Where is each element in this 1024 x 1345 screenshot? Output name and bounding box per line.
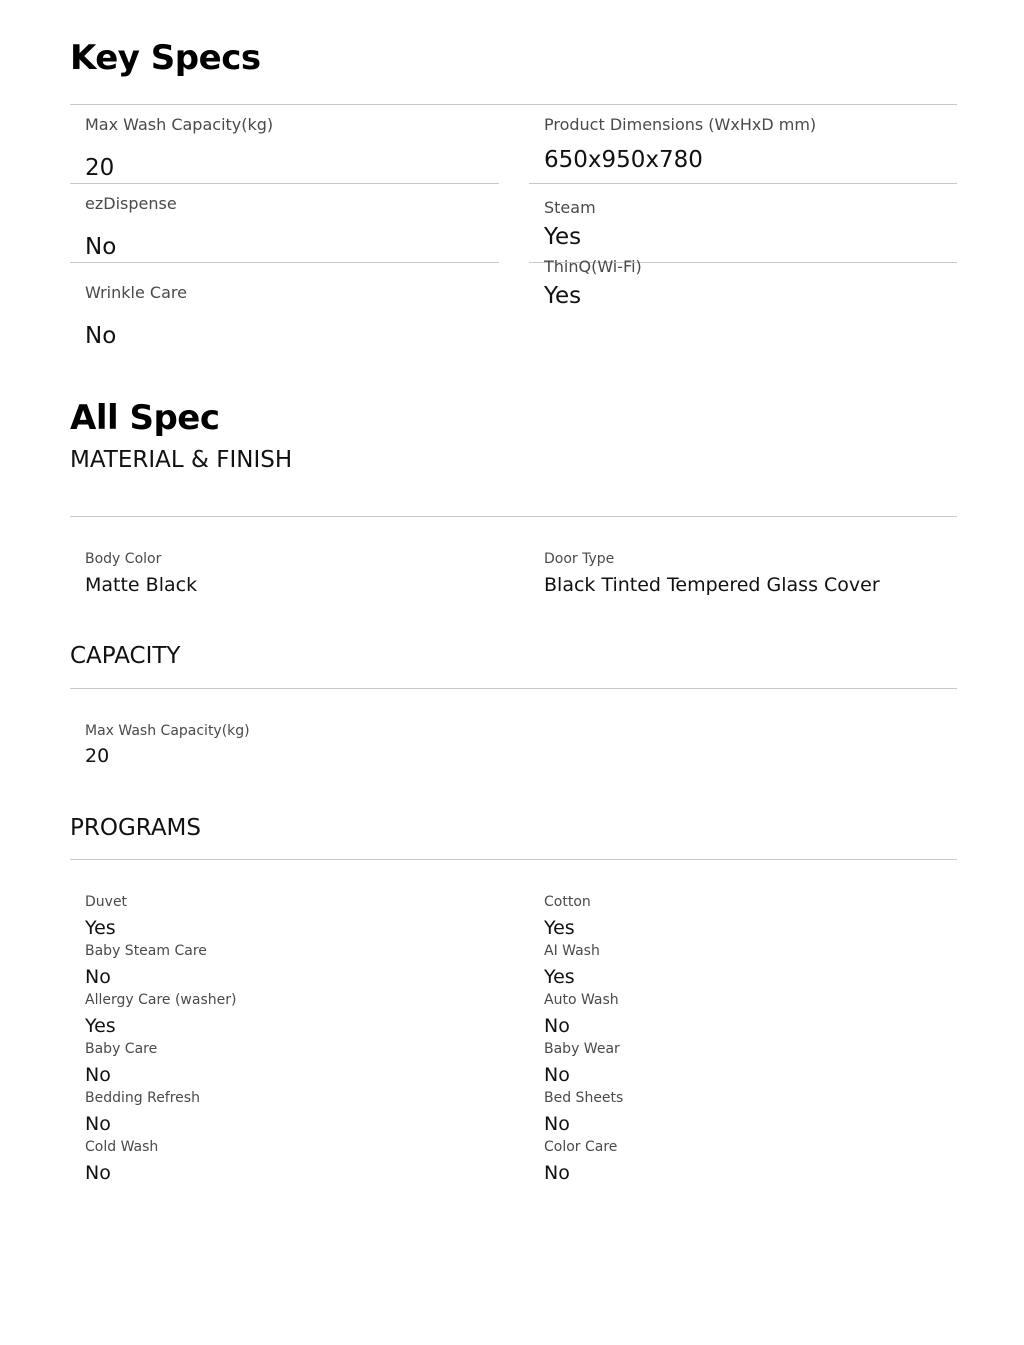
program-label-color-care: Color Care [544,1139,618,1155]
spec-label-door-type: Door Type [544,551,615,567]
program-value-cold-wash: No [85,1162,111,1184]
key-spec-value-steam: Yes [544,224,582,250]
program-label-duvet: Duvet [85,894,128,910]
key-spec-label-product-dimensions: Product Dimensions (WxHxD mm) [544,115,817,134]
program-value-duvet: Yes [85,917,116,939]
program-label-cold-wash: Cold Wash [85,1139,159,1155]
section-divider [70,516,957,517]
section-heading-capacity: CAPACITY [70,643,181,669]
key-spec-label-wrinkle-care: Wrinkle Care [85,283,187,302]
program-value-baby-wear: No [544,1064,570,1086]
program-label-baby-steam-care: Baby Steam Care [85,943,207,959]
program-value-cotton: Yes [544,917,575,939]
key-spec-row-divider [529,183,957,184]
spec-label-max-wash-capacity: Max Wash Capacity(kg) [85,723,250,739]
key-spec-value-max-wash-capacity: 20 [85,155,115,181]
key-spec-label-thinq-wifi: ThinQ(Wi-Fi) [544,257,642,276]
program-label-bed-sheets: Bed Sheets [544,1090,624,1106]
program-label-cotton: Cotton [544,894,591,910]
key-spec-value-product-dimensions: 650x950x780 [544,147,703,173]
key-spec-value-wrinkle-care: No [85,323,117,349]
program-value-bedding-refresh: No [85,1113,111,1135]
program-label-ai-wash: AI Wash [544,943,600,959]
spec-value-max-wash-capacity: 20 [85,745,110,767]
key-specs-divider [70,104,957,105]
key-spec-label-max-wash-capacity: Max Wash Capacity(kg) [85,115,274,134]
program-value-allergy-care: Yes [85,1015,116,1037]
program-value-color-care: No [544,1162,570,1184]
section-divider [70,859,957,860]
section-heading-material-finish: MATERIAL & FINISH [70,447,293,473]
program-value-baby-care: No [85,1064,111,1086]
program-label-bedding-refresh: Bedding Refresh [85,1090,200,1106]
key-spec-row-divider [70,183,499,184]
key-specs-title: Key Specs [70,38,261,78]
spec-value-body-color: Matte Black [85,574,198,596]
key-spec-value-ezdispense: No [85,234,117,260]
program-value-auto-wash: No [544,1015,570,1037]
key-spec-row-divider [70,262,499,263]
section-divider [70,688,957,689]
all-spec-title: All Spec [70,398,220,438]
program-value-baby-steam-care: No [85,966,111,988]
spec-value-door-type: Black Tinted Tempered Glass Cover [544,574,880,596]
section-heading-programs: PROGRAMS [70,815,202,841]
program-label-baby-care: Baby Care [85,1041,158,1057]
spec-label-body-color: Body Color [85,551,162,567]
program-label-auto-wash: Auto Wash [544,992,619,1008]
program-label-baby-wear: Baby Wear [544,1041,620,1057]
program-label-allergy-care: Allergy Care (washer) [85,992,237,1008]
key-spec-label-ezdispense: ezDispense [85,194,177,213]
key-spec-label-steam: Steam [544,198,596,217]
program-value-ai-wash: Yes [544,966,575,988]
program-value-bed-sheets: No [544,1113,570,1135]
key-spec-value-thinq-wifi: Yes [544,283,582,309]
